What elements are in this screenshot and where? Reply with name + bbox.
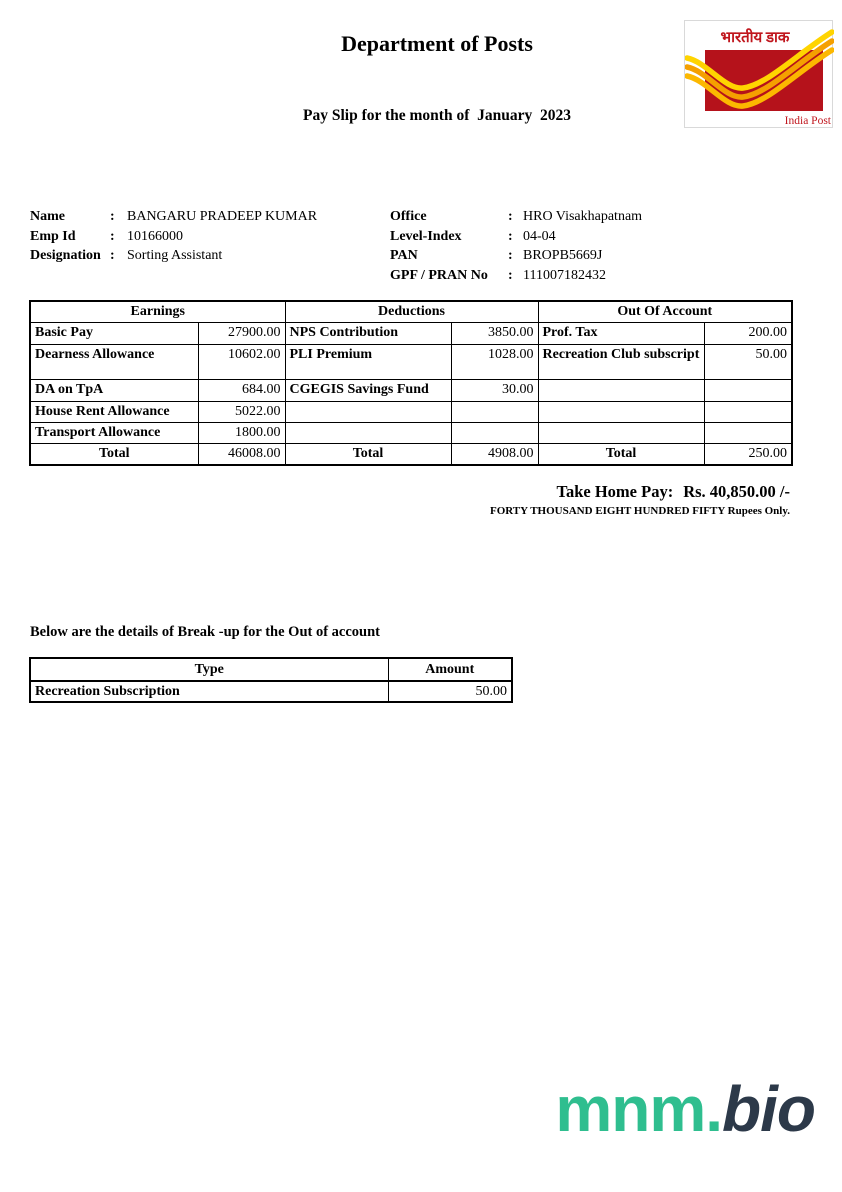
total-label: Total (285, 444, 451, 466)
header-deductions: Deductions (285, 301, 538, 323)
total-label: Total (30, 444, 198, 466)
pay-table-header-row (30, 301, 792, 323)
table-row (30, 423, 792, 444)
deduction-label: CGEGIS Savings Fund (285, 380, 451, 402)
mnm-bio-logo (555, 1073, 815, 1145)
total-deductions: 4908.00 (451, 444, 538, 466)
deduction-label (285, 423, 451, 444)
deduction-amount (451, 423, 538, 444)
employee-details-right (390, 207, 642, 285)
earning-amount: 27900.00 (198, 323, 285, 345)
india-post-logo (684, 20, 833, 128)
field-label: Office (390, 209, 427, 224)
field-label: Emp Id (30, 228, 76, 244)
level-index-row (390, 227, 642, 247)
table-row (30, 402, 792, 423)
field-value: 10166000 (127, 228, 183, 244)
earning-label: DA on TpA (30, 380, 198, 402)
mnm-logo-green-part: mnm. (555, 1073, 723, 1145)
out-of-account-amount: 50.00 (704, 345, 792, 380)
out-of-account-label: Prof. Tax (538, 323, 704, 345)
employee-details-left (30, 207, 317, 266)
total-earnings: 46008.00 (198, 444, 285, 466)
take-home-pay-label: Take Home Pay: (556, 482, 674, 501)
out-of-account-label (538, 423, 704, 444)
field-value: 04-04 (523, 228, 556, 244)
earning-label: Transport Allowance (30, 423, 198, 444)
office-row (390, 207, 642, 227)
earning-label: Dearness Allowance (30, 345, 198, 380)
earning-amount: 10602.00 (198, 345, 285, 380)
field-value: Sorting Assistant (127, 248, 223, 264)
out-of-account-label (538, 402, 704, 423)
breakup-header-row (30, 658, 512, 681)
field-label: Designation (30, 248, 101, 264)
employee-designation-row (30, 246, 317, 266)
breakup-row (30, 681, 512, 702)
take-home-pay-amount: Rs. 40,850.00 /- (683, 482, 790, 501)
breakup-col-amount: Amount (388, 658, 512, 681)
breakup-heading: Below are the details of Break -up for the Out of account (30, 624, 380, 640)
header-out-of-account: Out Of Account (538, 301, 792, 323)
field-value: BANGARU PRADEEP KUMAR (127, 209, 318, 224)
field-label: Level-Index (390, 228, 462, 244)
logo-hindi-text: भारतीय डाक (720, 30, 790, 46)
table-row (30, 323, 792, 345)
field-label: Name (30, 209, 65, 224)
earning-amount: 1800.00 (198, 423, 285, 444)
out-of-account-label: Recreation Club subscript (538, 345, 704, 380)
field-label: GPF / PRAN No (390, 267, 488, 283)
breakup-table (29, 657, 513, 703)
india-post-logo-graphic (685, 21, 834, 127)
table-row (30, 345, 792, 380)
page-subtitle: Pay Slip for the month of January 2023 (303, 107, 571, 124)
deduction-amount: 30.00 (451, 380, 538, 402)
deduction-label: PLI Premium (285, 345, 451, 380)
total-out-of-account: 250.00 (704, 444, 792, 466)
field-value: 111007182432 (523, 267, 606, 283)
take-home-pay-words: FORTY THOUSAND EIGHT HUNDRED FIFTY Rupees Only. (489, 505, 790, 517)
out-of-account-amount: 200.00 (704, 323, 792, 345)
deduction-label (285, 402, 451, 423)
field-separator: : (508, 228, 513, 244)
out-of-account-amount (704, 423, 792, 444)
field-separator: : (508, 209, 513, 224)
field-separator: : (110, 228, 115, 244)
earning-label: Basic Pay (30, 323, 198, 345)
gpf-pran-row (390, 266, 642, 286)
field-separator: : (508, 267, 513, 283)
deduction-amount (451, 402, 538, 423)
take-home-pay-block (490, 482, 790, 517)
earning-amount: 684.00 (198, 380, 285, 402)
deduction-label: NPS Contribution (285, 323, 451, 345)
logo-india-post-text: India Post (784, 115, 831, 127)
total-label: Total (538, 444, 704, 466)
out-of-account-amount (704, 380, 792, 402)
breakup-amount: 50.00 (388, 681, 512, 702)
employee-name-row (30, 207, 317, 227)
field-label: PAN (390, 248, 418, 264)
out-of-account-label (538, 380, 704, 402)
breakup-type: Recreation Subscription (30, 681, 388, 702)
field-separator: : (110, 248, 115, 264)
earning-label: House Rent Allowance (30, 402, 198, 423)
pay-table (29, 300, 793, 466)
field-value: HRO Visakhapatnam (523, 209, 643, 224)
mnm-logo-dark-part: bio (722, 1073, 815, 1145)
header-earnings: Earnings (30, 301, 285, 323)
deduction-amount: 3850.00 (451, 323, 538, 345)
pan-row (390, 246, 642, 266)
employee-id-row (30, 227, 317, 247)
page-title: Department of Posts (341, 31, 533, 56)
field-value: BROPB5669J (523, 248, 603, 264)
field-separator: : (508, 248, 513, 264)
pay-table-total-row (30, 444, 792, 466)
take-home-pay-line (490, 482, 790, 502)
table-row (30, 380, 792, 402)
breakup-col-type: Type (30, 658, 388, 681)
field-separator: : (110, 209, 115, 224)
earning-amount: 5022.00 (198, 402, 285, 423)
out-of-account-amount (704, 402, 792, 423)
deduction-amount: 1028.00 (451, 345, 538, 380)
